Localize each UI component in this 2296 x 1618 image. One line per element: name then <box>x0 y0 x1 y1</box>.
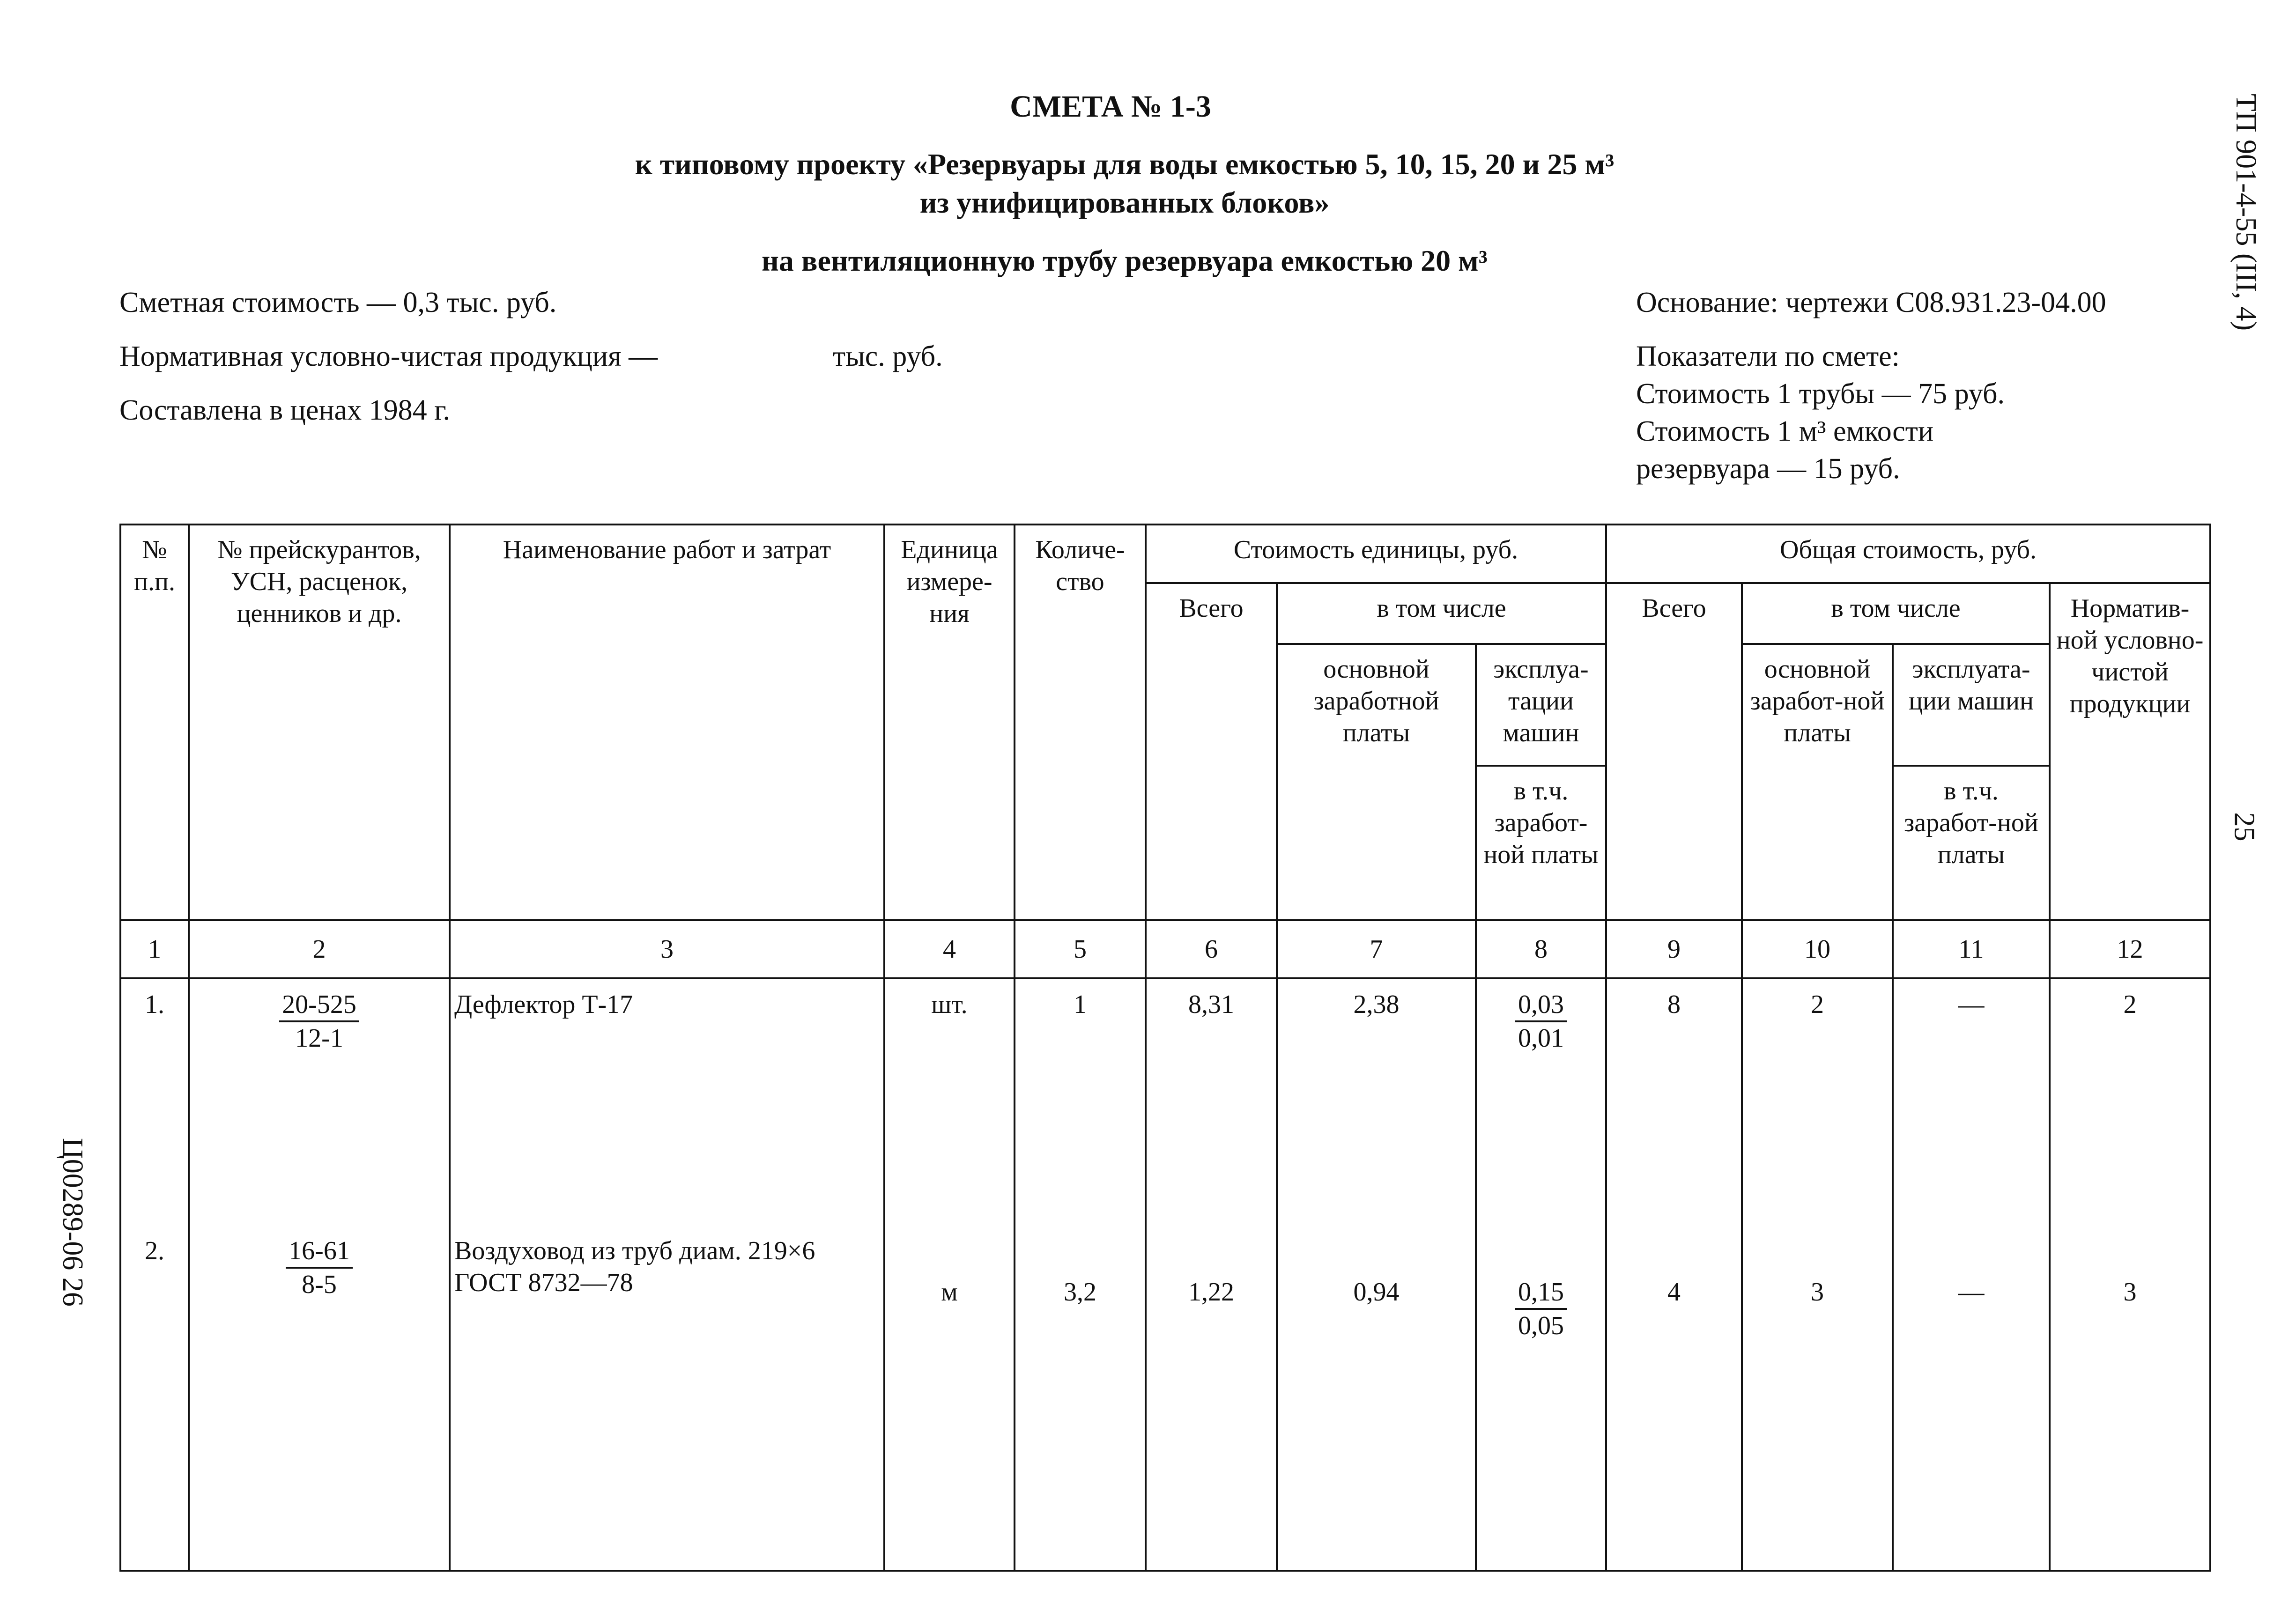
header-name: Наименование работ и затрат <box>450 525 884 920</box>
header-qty: Количе-ство <box>1015 525 1146 920</box>
col-number-8: 8 <box>1476 920 1606 978</box>
normative-production-unit: тыс. руб. <box>833 340 943 372</box>
prices-year: Составлена в ценах 1984 г. <box>119 394 451 426</box>
header-unit: Единица измере-ния <box>884 525 1015 920</box>
row-unit: шт. <box>884 978 1015 1235</box>
left-margin-code: Ц00289-06 26 <box>57 1138 89 1307</box>
row-unit-total: 8,31 <box>1146 978 1277 1235</box>
row-unit-machine <box>1476 978 1606 1235</box>
indicators-title: Показатели по смете: <box>1636 340 1900 372</box>
row-unit-machine <box>1476 1235 1606 1571</box>
header-unit-machine-wage: в т.ч. заработ-ной платы <box>1476 766 1606 920</box>
row-unit-wage: 0,94 <box>1277 1235 1476 1571</box>
table-row <box>120 978 2210 1235</box>
header-num: № п.п. <box>120 525 189 920</box>
col-number-5: 5 <box>1015 920 1146 978</box>
estimated-cost: Сметная стоимость — 0,3 тыс. руб. <box>119 287 557 318</box>
header-pricelist: № прейскурантов, УСН, расценок, ценников и др. <box>189 525 450 920</box>
row-total: 4 <box>1606 1235 1742 1571</box>
header-total-cost: Общая стоимость, руб. <box>1606 525 2210 583</box>
subtitle-line-2: из унифицированных блоков» <box>919 186 1330 219</box>
row-total-normative: 2 <box>2050 978 2210 1235</box>
header-total-base-wage: основной заработ-ной платы <box>1742 644 1893 920</box>
machine-top: 0,03 <box>1515 989 1567 1022</box>
col-number-3: 3 <box>450 920 884 978</box>
col-number-4: 4 <box>884 920 1015 978</box>
code-top: 20-525 <box>279 989 359 1022</box>
col-number-6: 6 <box>1146 920 1277 978</box>
row-qty: 1 <box>1015 978 1146 1235</box>
code-bottom: 8-5 <box>302 1270 337 1299</box>
machine-bottom: 0,05 <box>1518 1311 1564 1340</box>
document-title: СМЕТА № 1-3 <box>1010 89 1211 124</box>
col-number-10: 10 <box>1742 920 1893 978</box>
row-num: 1. <box>120 978 189 1235</box>
row-qty: 3,2 <box>1015 1235 1146 1571</box>
row-unit: м <box>884 1235 1015 1571</box>
table-row <box>120 1235 2210 1571</box>
row-unit-total: 1,22 <box>1146 1235 1277 1571</box>
normative-production: Нормативная условно-чистая продукция — <box>119 340 658 372</box>
indicator-capacity-cost-cont: резервуара — 15 руб. <box>1636 453 1900 485</box>
page-number: 25 <box>2228 812 2260 842</box>
row-unit-wage: 2,38 <box>1277 978 1476 1235</box>
header-unit-cost: Стоимость единицы, руб. <box>1146 525 1606 583</box>
header-total-machine: эксплуата-ции машин <box>1893 644 2050 766</box>
row-total-wage: 2 <box>1742 978 1893 1235</box>
header-normative: Норматив-ной условно-чистой продукции <box>2050 583 2210 920</box>
row-num: 2. <box>120 1235 189 1571</box>
header-unit-incl: в том числе <box>1277 583 1606 644</box>
machine-bottom: 0,01 <box>1518 1024 1564 1053</box>
col-number-12: 12 <box>2050 920 2210 978</box>
col-number-2: 2 <box>189 920 450 978</box>
estimate-table <box>119 524 2211 1572</box>
col-number-1: 1 <box>120 920 189 978</box>
document-subtitle <box>0 145 2273 222</box>
header-total-total: Всего <box>1606 583 1742 920</box>
row-code <box>189 1235 450 1571</box>
row-total-machine: — <box>1893 1235 2050 1571</box>
col-number-11: 11 <box>1893 920 2050 978</box>
col-number-9: 9 <box>1606 920 1742 978</box>
row-total-normative: 3 <box>2050 1235 2210 1571</box>
indicator-pipe-cost: Стоимость 1 трубы — 75 руб. <box>1636 378 2005 410</box>
header-total-machine-wage: в т.ч. заработ-ной платы <box>1893 766 2050 920</box>
side-project-code: ТП 901-4-55 (III, 4) <box>2230 94 2262 331</box>
col-number-7: 7 <box>1277 920 1476 978</box>
machine-top: 0,15 <box>1515 1276 1567 1310</box>
code-top: 16-61 <box>286 1235 353 1269</box>
row-name: Дефлектор Т-17 <box>450 978 884 1235</box>
row-total-wage: 3 <box>1742 1235 1893 1571</box>
header-total-incl: в том числе <box>1742 583 2050 644</box>
header-unit-base-wage: основной заработной платы <box>1277 644 1476 920</box>
code-bottom: 12-1 <box>295 1024 343 1053</box>
subtitle-line-1: к типовому проекту «Резервуары для воды емкостью 5, 10, 15, 20 и 25 м³ <box>635 148 1615 181</box>
row-name: Воздуховод из труб диам. 219×6 ГОСТ 8732—78 <box>450 1235 884 1571</box>
basis: Основание: чертежи С08.931.23-04.00 <box>1636 287 2106 318</box>
row-total-machine: — <box>1893 978 2050 1235</box>
header-unit-machine: эксплуа-тации машин <box>1476 644 1606 766</box>
subtitle-line-3: на вентиляционную трубу резервуара емкостью 20 м³ <box>762 244 1488 277</box>
row-code <box>189 978 450 1235</box>
indicator-capacity-cost: Стоимость 1 м³ емкости <box>1636 415 1934 447</box>
header-unit-total: Всего <box>1146 583 1277 920</box>
row-total: 8 <box>1606 978 1742 1235</box>
